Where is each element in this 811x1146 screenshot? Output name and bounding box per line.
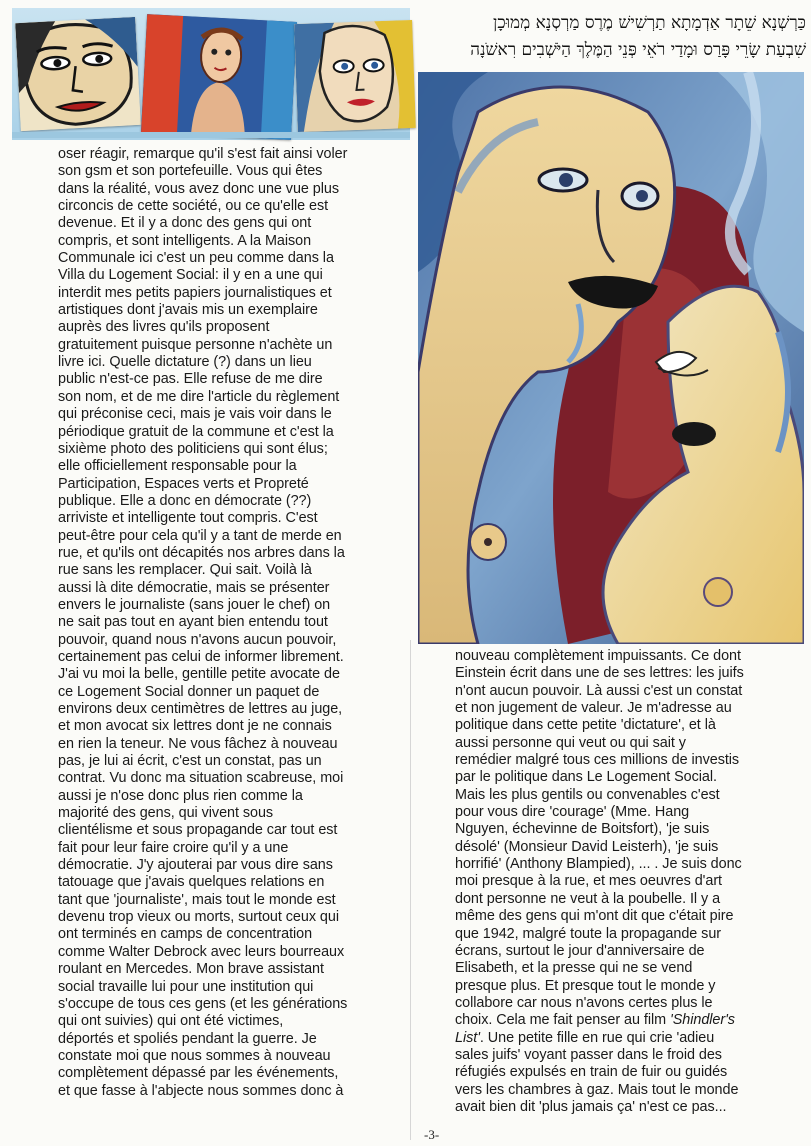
text-line: moi presque à la rue, et mes oeuvres d'art	[455, 873, 723, 890]
text-line: Participation, Espaces verts et Propreté	[58, 475, 309, 492]
text-line: livre ici. Quelle dictature (?) dans un lieu	[58, 354, 312, 371]
text-line: aussi personne qui veut ou qui sait y	[455, 734, 686, 751]
left-text-column	[58, 146, 402, 1100]
text-line: qui ont suivies) qui ont été victimes,	[58, 1013, 284, 1030]
text-line: qui préconise ceci, mais je vais voir dans le	[58, 406, 332, 423]
text-run: . Une petite fille en rue qui crie 'adieu	[479, 1029, 715, 1046]
text-line: environs deux centimètres de lettres au juge,	[58, 701, 343, 717]
text-line: certainement pas celui de informer librement.	[58, 648, 344, 665]
text-line: comme Walter Debrock avec leurs bourreaux	[58, 943, 345, 960]
text-line: vers les chambres à gaz. Mais tout le monde	[455, 1081, 739, 1098]
text-line: réfugiés expulsés en train de fuir ou guidés	[455, 1064, 728, 1081]
text-line: constate moi que nous sommes à nouveau	[58, 1047, 331, 1064]
column-divider	[410, 640, 411, 1140]
text-line: sixième photo des politiciens qui sont élus;	[58, 440, 328, 457]
text-line: complètement dépassé par les événements,	[58, 1065, 339, 1082]
text-line: aussi là dite démocratie, mais se présenter	[58, 579, 330, 596]
page-number: -3-	[424, 1127, 440, 1142]
text-line: horrifié' (Anthony Blampied), ... . Je suis donc	[455, 856, 742, 873]
text-line: pas, je lui ai écrit, c'est un constat, pas un	[58, 753, 322, 770]
text-line: fait pour leur faire croire qu'il y a une	[58, 839, 289, 856]
text-line: circoncis de cette société, ou ce qu'elle est	[58, 198, 329, 215]
strip-bottom-edge	[12, 132, 410, 138]
text-line: rue sans les remplacer. Qui sait. Voilà là	[58, 562, 312, 579]
text-line: avait bien dit 'plus jamais ça' n'est ce pas...	[455, 1098, 727, 1115]
portrait-strip	[12, 8, 410, 140]
text-line: pour vous dire 'courage' (Mme. Hang	[455, 804, 690, 821]
film-title: List'	[455, 1029, 480, 1046]
text-line: envers le journaliste (sans jouer le chef) on	[58, 596, 331, 613]
text-line: périodique gratuit de la commune et c'est la	[58, 423, 334, 440]
text-line: social travaille lui pour une institution qui	[58, 978, 314, 995]
text-line: rue, et qu'ils ont décapités nos arbres dans la	[58, 544, 345, 561]
text-line: n'ont aucun pouvoir. Là aussi c'est un constat	[455, 682, 743, 699]
text-line: et que fasse à l'abjecte nous sommes donc à	[58, 1082, 344, 1099]
text-line: son gsm et son portefeuille. Vous qui êtes	[58, 163, 323, 180]
text-line: par le politique dans Le Logement Social.	[455, 769, 717, 786]
text-line: collabore car nous n'avons certes plus le	[455, 994, 713, 1011]
hebrew-header	[414, 10, 806, 68]
text-line: oser réagir, remarque qu'il s'est fait ainsi voler	[58, 146, 348, 162]
portrait-painting-1	[15, 17, 140, 131]
text-line: gratuitement puisque personne n'achète un	[58, 336, 333, 353]
text-line: désolé' (Monsieur David Leisterh), 'je suis	[455, 838, 719, 855]
text-line: et mon avocat six lettres dont je ne connais	[58, 718, 332, 735]
text-line: remédier malgré tous ces millions de investis	[455, 752, 740, 769]
portrait-painting-2	[141, 14, 297, 140]
text-line: écrans, surtout le jour d'anniversaire de	[455, 942, 705, 959]
film-title: 'Shindler's	[670, 1012, 735, 1029]
text-line: presque plus. Et presque tout le monde y	[455, 977, 716, 994]
right-text-column	[455, 648, 795, 1116]
text-line: auprès des livres qu'ils proposent	[58, 319, 270, 336]
expressionist-painting	[418, 72, 804, 644]
text-line: peut-être pour cela qu'il y a tant de merde en	[58, 527, 342, 544]
hebrew-line-2: שִׁבְעַת שָׂרֵי פָּרַס וּמָדַי רֹאֵי פְּנֵי הַמֶּלֶךְ הַיֹּשְׁבִים רִאשֹׁנָה	[470, 40, 806, 60]
text-line: clientélisme et sous propagande car tout est	[58, 822, 338, 839]
text-line: public n'est-ce pas. Elle refuse de me dire	[58, 371, 323, 388]
text-line: majorité des gens, qui vivent sous	[58, 805, 274, 822]
text-line: aussi je n'ose donc plus rien comme la	[58, 787, 303, 804]
text-line: Communale ici c'est un peu comme dans la	[58, 250, 334, 267]
text-line: s'occupe de tous ces gens (et les générations	[58, 995, 348, 1012]
text-line: démocratie. J'y ajouterai par vous dire sans	[58, 857, 333, 874]
text-line: roulant en Mercedes. Mon brave assistant	[58, 961, 324, 978]
text-line: publique. Elle a donc en démocrate (??)	[58, 492, 312, 509]
text-line-with-film-title	[455, 1012, 795, 1029]
text-line: tatouage que j'avais quelques relations en	[58, 874, 325, 891]
text-line: politique dans cette petite 'dictature', et là	[455, 717, 716, 734]
text-line: arriviste et intelligente tout compris. C'est	[58, 510, 318, 527]
text-line: sales juifs' voyant passer dans le froid des	[455, 1046, 722, 1063]
text-line: elle officiellement responsable pour la	[58, 458, 297, 475]
text-line: compris, et sont intelligents. A la Maison	[58, 232, 312, 249]
portrait-painting-3	[294, 20, 416, 132]
hebrew-line-1: כַּרְשְׁנָא שֵׁתָר אַדְמָתָא תַרְשִׁישׁ מֶרֶס מַרְסְנָא מְמוּכָן	[493, 13, 806, 33]
text-line: même des gens qui m'ont dit que c'était pire	[455, 908, 734, 925]
text-line: ne sait pas tout en ayant bien entendu tout	[58, 614, 328, 631]
text-line: devenu trop vieux ou morts, surtout ceux qui	[58, 909, 339, 926]
text-line: J'ai vu moi la belle, gentille petite avocate de	[58, 666, 340, 683]
text-line: son nom, et de me dire l'article du règlement	[58, 388, 340, 405]
text-line: et non jugement de valeur. Je m'adresse au	[455, 700, 732, 717]
text-line: ont terminés en camps de concentration	[58, 926, 313, 943]
text-run: choix. Cela me fait penser au film	[455, 1012, 671, 1029]
text-line: dont personne ne veut à la poubelle. Il y a	[455, 890, 721, 907]
text-line: que 1942, malgré toute la propagande sur	[455, 925, 722, 942]
text-line: contrat. Vu donc ma situation scabreuse, moi	[58, 770, 344, 787]
text-line: Einstein écrit dans une de ses lettres: les juifs	[455, 665, 744, 682]
text-line: déportés et spoliés pendant la guerre. Je	[58, 1030, 317, 1047]
text-line-with-film-title	[455, 1030, 795, 1047]
text-line: Elisabeth, et la presse qui ne se vend	[455, 960, 693, 977]
text-line: devenue. Et il y a donc des gens qui ont	[58, 215, 312, 232]
text-line: dans la réalité, vous avez donc une vue plus	[58, 180, 339, 197]
text-line: Villa du Logement Social: il y en a une qui	[58, 267, 323, 284]
text-line: pouvoir, quand nous n'avons aucun pouvoir,	[58, 631, 337, 648]
text-line: Mais les plus gentils ou convenables c'est	[455, 786, 720, 803]
text-line: artistiques dont j'avais mis un exemplaire	[58, 302, 318, 319]
text-line: en rien la teneur. Ne vous fâchez à nouveau	[58, 735, 338, 752]
text-line: nouveau complètement impuissants. Ce dont	[455, 648, 741, 664]
text-line: interdit mes petits papiers journalistiques et	[58, 284, 332, 301]
text-line: tant que 'journaliste', mais tout le monde est	[58, 891, 336, 908]
text-line: ce Logement Social donner un paquet de	[58, 683, 320, 700]
text-line: Nguyen, échevinne de Boitsfort), 'je suis	[455, 821, 710, 838]
